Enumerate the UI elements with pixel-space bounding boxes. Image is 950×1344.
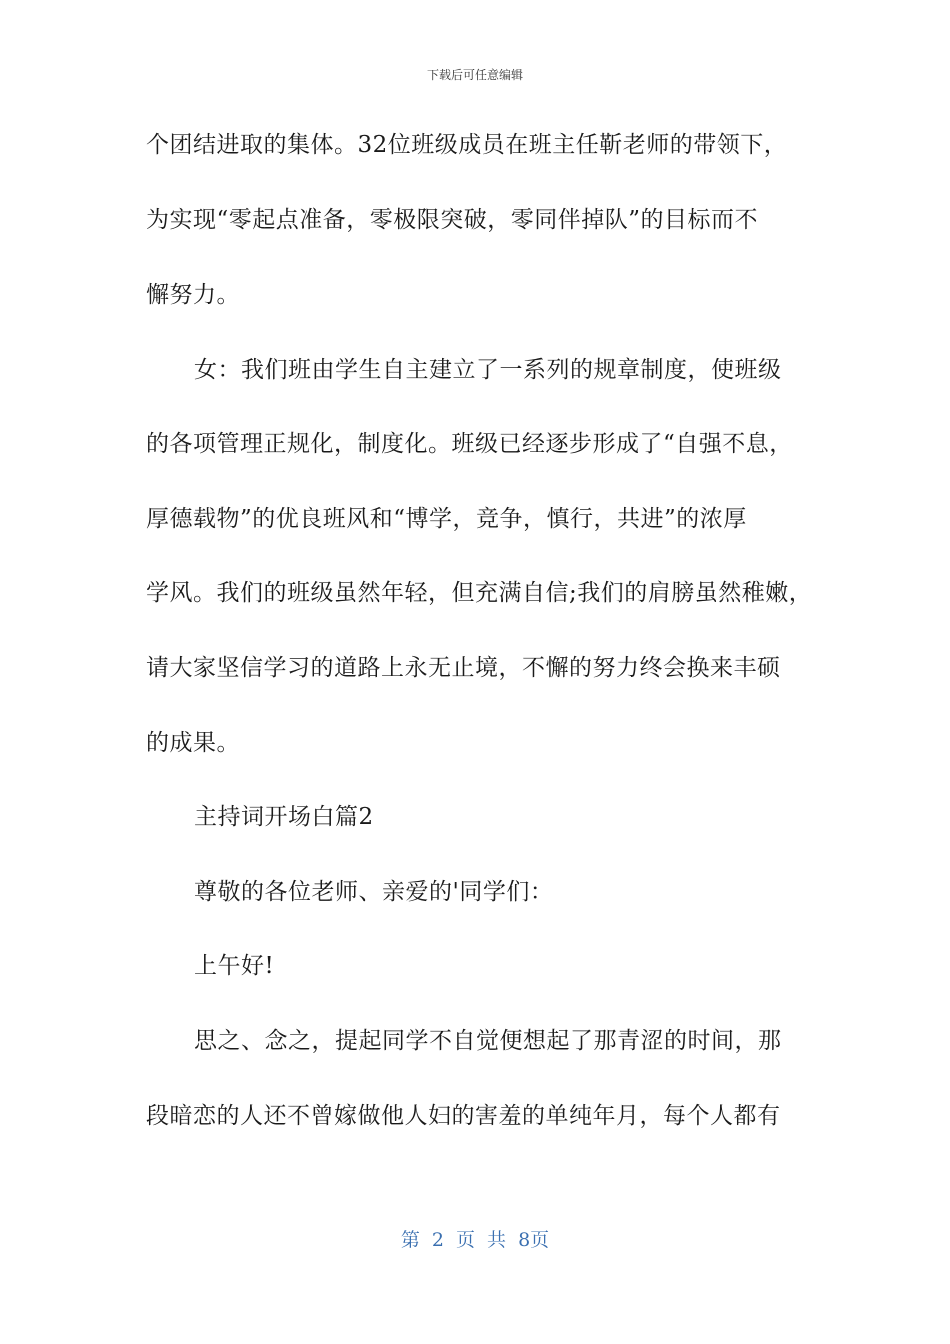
paragraph-line: 厚德载物”的优良班风和“博学，竞争，慎行，共进”的浓厚 <box>146 506 747 532</box>
paragraph-line: 为实现“零起点准备，零极限突破，零同伴掉队”的目标而不 <box>146 207 759 233</box>
greeting-line: 上午好! <box>194 953 275 979</box>
paragraph-line: 请大家坚信学习的道路上永无止境，不懈的努力终会换来丰硕 <box>146 655 781 681</box>
paragraph-line: 段暗恋的人还不曾嫁做他人妇的害羞的单纯年月，每个人都有 <box>146 1103 781 1129</box>
paragraph-line: 思之、念之，提起同学不自觉便想起了那青涩的时间，那 <box>194 1028 782 1054</box>
paragraph-line: 女：我们班由学生自主建立了一系列的规章制度，使班级 <box>194 357 782 383</box>
page-header: 下载后可任意编辑 <box>426 68 523 82</box>
page-number-footer: 第 2 页 共 8页 <box>400 1229 550 1251</box>
paragraph-line: 懈努力。 <box>146 282 240 308</box>
paragraph-line: 的成果。 <box>146 730 240 756</box>
paragraph-line: 个团结进取的集体。32位班级成员在班主任靳老师的带领下， <box>146 132 788 158</box>
paragraph-line: 学风。我们的班级虽然年轻，但充满自信;我们的肩膀虽然稚嫩， <box>146 580 813 606</box>
section-heading: 主持词开场白篇2 <box>194 804 374 830</box>
salutation-line: 尊敬的各位老师、亲爱的'同学们： <box>194 879 554 905</box>
paragraph-line: 的各项管理正规化，制度化。班级已经逐步形成了“自强不息， <box>146 431 793 457</box>
